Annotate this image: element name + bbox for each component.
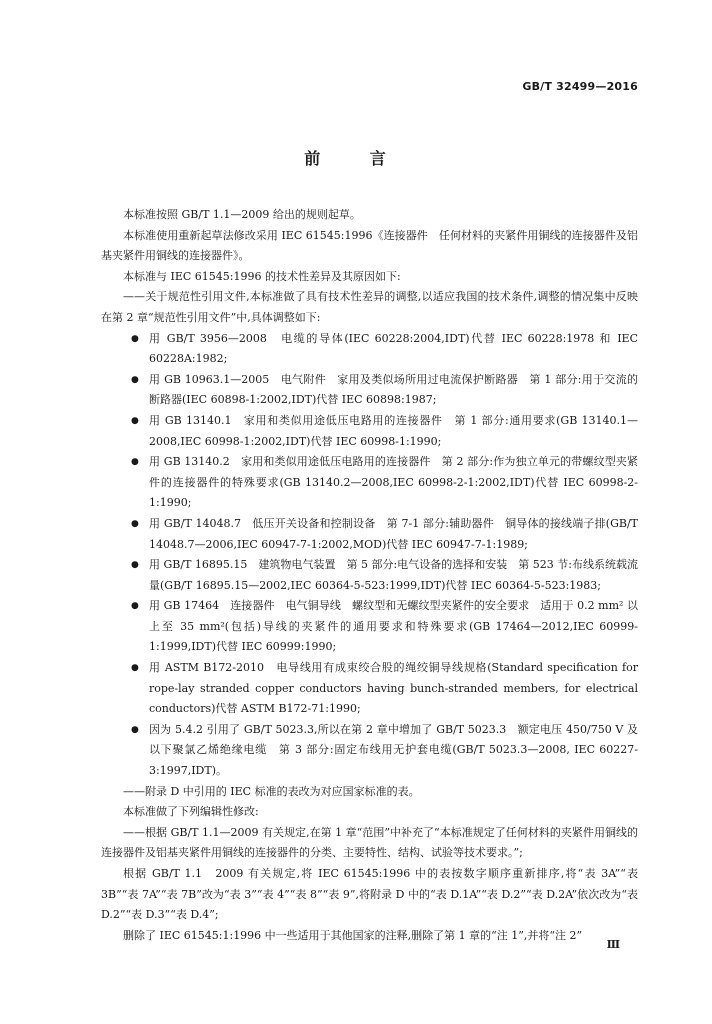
dash-item: 根据 GB/T 1.1 2009 有关规定,将 IEC 61545:1996 中的表按数字顺序重新排序,将“表 3A”“表 3B”“表 7A”“表 7B”改为“表 3”“表 4”“表 8”“表 9”,将附录 D 中的“表 D.1A”“表 D.2”“表 D.2A”依次改为“表 D.2”“表 D.3”“表 D.4”; (101, 867, 638, 922)
bullet-icon: ● (131, 518, 139, 529)
dash-item: ——根据 GB/T 1.1—2009 有关规定,在第 1 章“范围”中补充了“本标准规定了任何材料的夹紧件用铜线的连接器件及铝基夹紧件用铜线的连接器件的分类、主要特性、结构、试验等技术要求。”; (101, 825, 638, 860)
bullet-list (101, 329, 638, 782)
list-item (101, 329, 638, 370)
list-item-text: 用 GB/T 14048.7 低压开关设备和控制设备 第 7-1 部分:辅助器件 铜导体的接线端子排(GB/T 14048.7—2006,IEC 60947-7-1:2002,MOD)代替 IEC 60947-7-1:1989; (149, 516, 638, 551)
dash-item: ——关于规范性引用文件,本标准做了具有技术性差异的调整,以适应我国的技术条件,调整的情况集中反映在第 2 章“规范性引用文件”中,具体调整如下: (101, 290, 638, 324)
list-item (101, 555, 638, 596)
list-item-text: 用 GB 13140.1 家用和类似用途低压电路用的连接器件 第 1 部分:通用要求(GB 13140.1—2008,IEC 60998-1:2002,IDT)代替 IEC 60998-1:1990; (149, 413, 638, 448)
list-item (101, 452, 638, 514)
list-item (101, 514, 638, 555)
paragraph: 本标准做了下列编辑性修改: (123, 805, 259, 819)
list-item (101, 411, 638, 452)
list-item (101, 658, 638, 720)
bullet-icon: ● (131, 724, 139, 735)
list-item-text: 用 ASTM B172-2010 电导线用有成束绞合股的绳绞铜导线规格(Standard specification for rope-lay stranded copper conductors having bunch-stranded members, for electrical conductors)代替 ASTM B172-71:1990; (149, 661, 638, 716)
standard-number: GB/T 32499—2016 (522, 80, 638, 93)
dash-item: 删除了 IEC 61545:1:1996 中一些适用于其他国家的注释,删除了第 1 章的“注 1”,并将“注 2” (123, 928, 583, 942)
bullet-icon: ● (131, 601, 139, 612)
list-item (101, 370, 638, 411)
page-number: Ⅲ (606, 938, 620, 951)
foreword-body (101, 205, 638, 946)
list-item (101, 720, 638, 782)
list-item-text: 因为 5.4.2 引用了 GB/T 5023.3,所以在第 2 章中增加了 GB/T 5023.3 额定电压 450/750 V 及以下聚氯乙烯绝缘电缆 第 3 部分:固定布线用无护套电缆(GB/T 5023.3—2008, IEC 60227-3:1997,IDT)。 (149, 722, 638, 778)
page-title: 前 言 (304, 149, 408, 168)
bullet-icon: ● (131, 333, 139, 344)
paragraph: 本标准与 IEC 61545:1996 的技术性差异及其原因如下: (123, 269, 401, 283)
bullet-icon: ● (131, 457, 139, 468)
list-item-text: 用 GB 17464 连接器件 电气铜导线 螺纹型和无螺纹型夹紧件的安全要求 适用于 0.2 mm² 以上至 35 mm²(包括)导线的夹紧件的通用要求和特殊要求(GB 17464—2012,IEC 60999-1:1999,IDT)代替 IEC 60999:1990; (149, 599, 638, 654)
list-item-text: 用 GB 10963.1—2005 电气附件 家用及类似场所用过电流保护断路器 第 1 部分:用于交流的断路器(IEC 60898-1:2002,IDT)代替 IEC 60898:1987; (149, 372, 638, 407)
paragraph: 本标准按照 GB/T 1.1—2009 给出的规则起草。 (123, 208, 361, 221)
list-item-text: 用 GB/T 16895.15 建筑物电气装置 第 5 部分:电气设备的选择和安装 第 523 节:布线系统载流量(GB/T 16895.15—2002,IEC 60364-5-523:1999,IDT)代替 IEC 60364-5-523:1983; (149, 558, 638, 592)
bullet-icon: ● (131, 663, 139, 674)
list-item-text: 用 GB/T 3956—2008 电缆的导体(IEC 60228:2004,IDT)代替 IEC 60228:1978 和 IEC 60228A:1982; (149, 331, 638, 366)
bullet-icon: ● (131, 415, 139, 426)
list-item (101, 596, 638, 658)
list-item-text: 用 GB 13140.2 家用和类似用途低压电路用的连接器件 第 2 部分:作为独立单元的带螺纹型夹紧件的连接器件的特殊要求(GB 13140.2—2008,IEC 60998-2-1:2002,IDT)代替 IEC 60998-2-1:1990; (149, 455, 638, 510)
bullet-icon: ● (131, 560, 139, 571)
paragraph: 本标准使用重新起草法修改采用 IEC 61545:1996《连接器件 任何材料的夹紧件用铜线的连接器件及铝基夹紧件用铜线的连接器件》。 (101, 228, 638, 263)
dash-item: ——附录 D 中引用的 IEC 标准的表改为对应国家标准的表。 (123, 784, 420, 798)
bullet-icon: ● (131, 374, 139, 385)
